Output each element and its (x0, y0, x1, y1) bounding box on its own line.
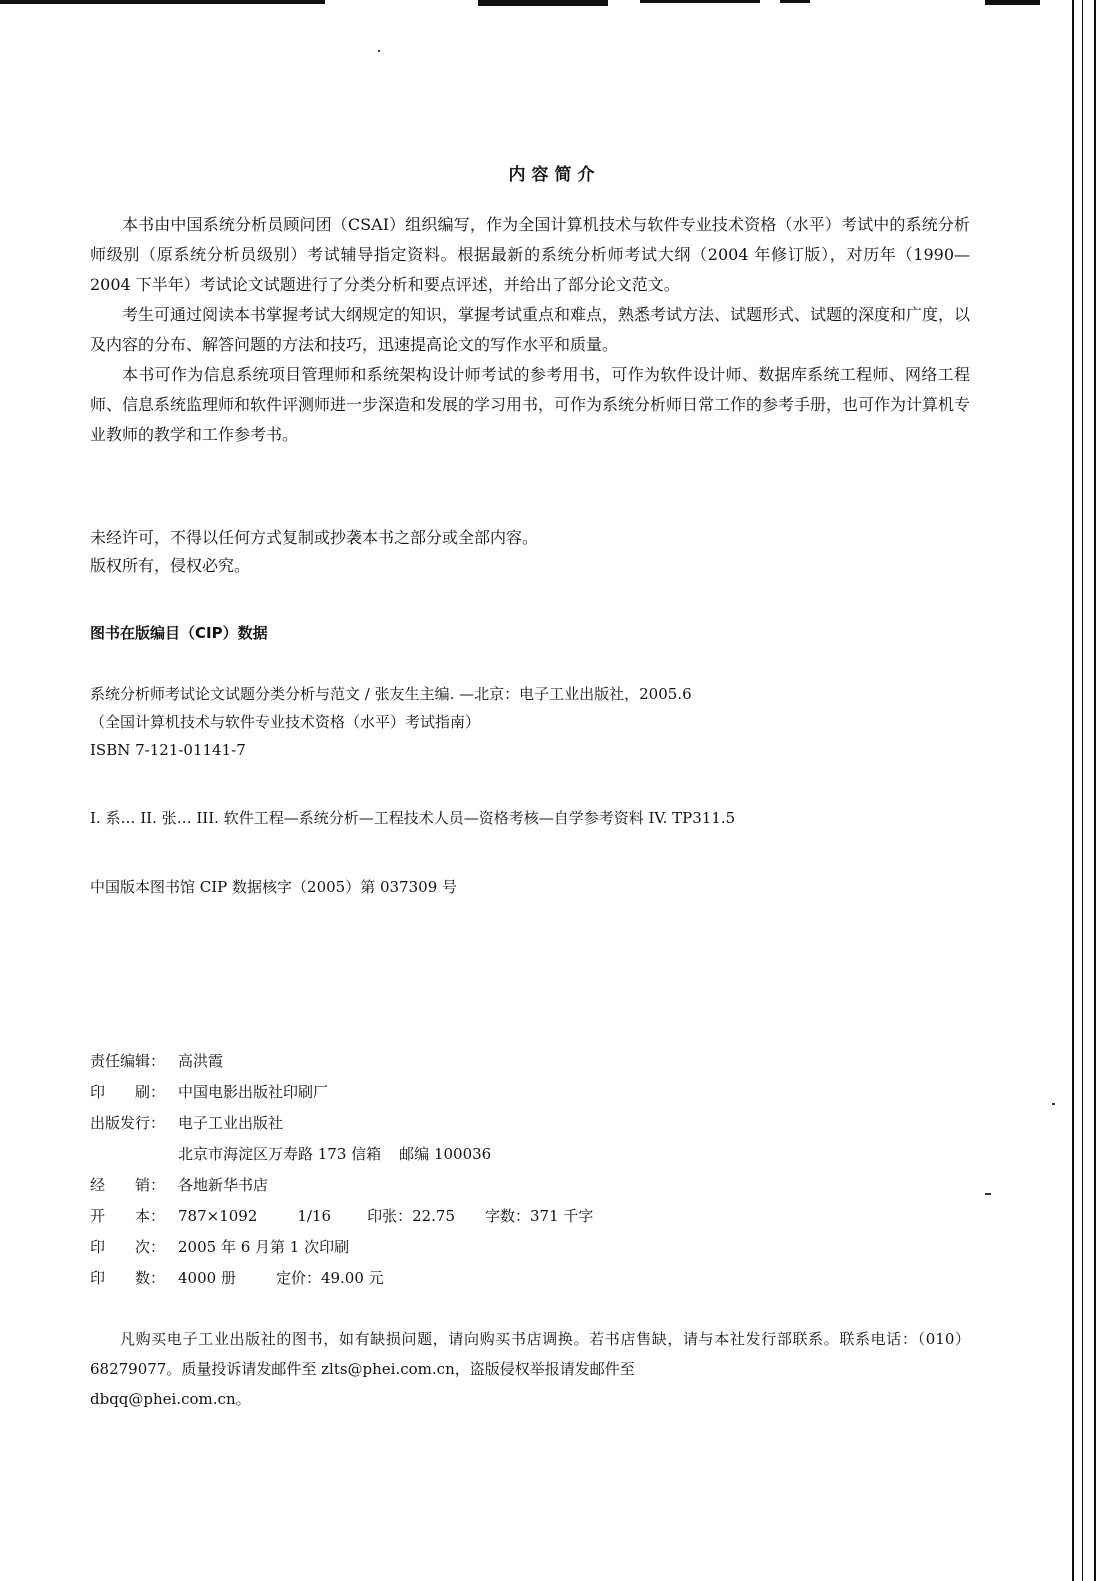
copyright-notice (90, 524, 970, 580)
words-value: 字数：371 千字 (485, 1207, 594, 1225)
cip-block (90, 680, 970, 764)
scan-speck (378, 50, 380, 52)
page-edge-line (1072, 0, 1074, 1581)
copyright-line-1: 未经许可，不得以任何方式复制或抄袭本书之部分或全部内容。 (90, 528, 539, 547)
postcode-value: 邮编 100036 (399, 1145, 492, 1163)
cip-heading: 图书在版编目（CIP）数据 (90, 624, 268, 642)
page-edge-line (1082, 0, 1083, 1581)
folio-value: 1/16 (297, 1207, 332, 1225)
pub-row-publisher (90, 1108, 593, 1139)
intro-paragraph-3: 本书可作为信息系统项目管理师和系统架构设计师考试的参考用书，可作为软件设计师、数据库系统工程师、网络工程师、信息系统监理师和软件评测师进一步深造和发展的学习用书，可作为系统分析师日常工作的参考手册，也可作为计算机专业教师的教学和工作参考书。 (90, 365, 971, 444)
edition-value: 2005 年 6 月第 1 次印刷 (178, 1238, 350, 1256)
editor-label: 责任编辑： (90, 1052, 166, 1070)
pub-row-copies (90, 1263, 593, 1294)
cip-record (90, 873, 970, 901)
price-value: 定价：49.00 元 (275, 1269, 384, 1287)
pub-row-address (90, 1139, 593, 1170)
scan-mark (478, 0, 608, 6)
footer-notice (90, 1324, 970, 1414)
format-value: 787×1092 (178, 1207, 258, 1225)
scan-speck (985, 1193, 991, 1195)
footer-line-1: 凡购买电子工业出版社的图书，如有缺损问题，请向购买书店调换。若书店售缺，请与本社发行部联系。联系电话：（010）68279077。质量投诉请发邮件至 zlts@phei.com.cn，盗版侵权举报请发邮件至 (90, 1330, 970, 1378)
cip-series-line: （全国计算机技术与软件专业技术资格（水平）考试指南） (90, 713, 481, 731)
scan-speck (1052, 1103, 1055, 1105)
distributor-value: 各地新华书店 (178, 1176, 269, 1194)
copies-label: 印 数： (90, 1269, 166, 1287)
printer-label: 印 刷： (90, 1083, 166, 1101)
cip-classification (90, 804, 970, 832)
footer-line-2: dbqq@phei.com.cn。 (90, 1390, 251, 1408)
publisher-label: 出版发行： (90, 1114, 166, 1132)
edition-label: 印 次： (90, 1238, 166, 1256)
cip-classification-line: I. 系… II. 张… III. 软件工程—系统分析—工程技术人员—资格考核—自学参考资料 IV. TP311.5 (90, 809, 736, 827)
scan-top-edge (0, 0, 1109, 10)
sheets-value: 印张：22.75 (367, 1207, 456, 1225)
scan-mark (640, 0, 760, 3)
address-value: 北京市海淀区万寿路 173 信箱 (178, 1145, 382, 1163)
copies-value: 4000 册 (178, 1269, 236, 1287)
editor-value: 高洪霞 (178, 1052, 224, 1070)
pub-row-format (90, 1201, 593, 1232)
cip-record-line: 中国版本图书馆 CIP 数据核字（2005）第 037309 号 (90, 878, 458, 896)
page-title: 内容简介 (508, 165, 601, 185)
publication-info (90, 1046, 593, 1294)
pub-row-printer (90, 1077, 593, 1108)
intro-paragraph-1: 本书由中国系统分析员顾问团（CSAI）组织编写，作为全国计算机技术与软件专业技术资格（水平）考试中的系统分析师级别（原系统分析员级别）考试辅导指定资料。根据最新的系统分析师考试大纲（2004 年修订版），对历年（1990—2004 下半年）考试论文试题进行了分类分析和要点评述，并给出了部分论文范文。 (90, 215, 970, 294)
pub-row-editor (90, 1046, 593, 1077)
pub-row-edition (90, 1232, 593, 1263)
distributor-label: 经 销： (90, 1176, 166, 1194)
copyright-line-2: 版权所有，侵权必究。 (90, 556, 251, 575)
cip-title-line: 系统分析师考试论文试题分类分析与范文 / 张友生主编. —北京：电子工业出版社，2005.6 (90, 685, 692, 703)
pub-row-distributor (90, 1170, 593, 1201)
page-edge-line (1094, 0, 1096, 1581)
format-label: 开 本： (90, 1207, 166, 1225)
intro-section (90, 210, 970, 450)
scan-mark (985, 0, 1040, 5)
printer-value: 中国电影出版社印刷厂 (178, 1083, 329, 1101)
scan-mark (0, 0, 325, 4)
cip-isbn: ISBN 7-121-01141-7 (90, 741, 246, 759)
scan-mark (780, 0, 810, 3)
publisher-value: 电子工业出版社 (178, 1114, 284, 1132)
intro-paragraph-2: 考生可通过阅读本书掌握考试大纲规定的知识，掌握考试重点和难点，熟悉考试方法、试题形式、试题的深度和广度，以及内容的分布、解答问题的方法和技巧，迅速提高论文的写作水平和质量。 (90, 305, 971, 354)
